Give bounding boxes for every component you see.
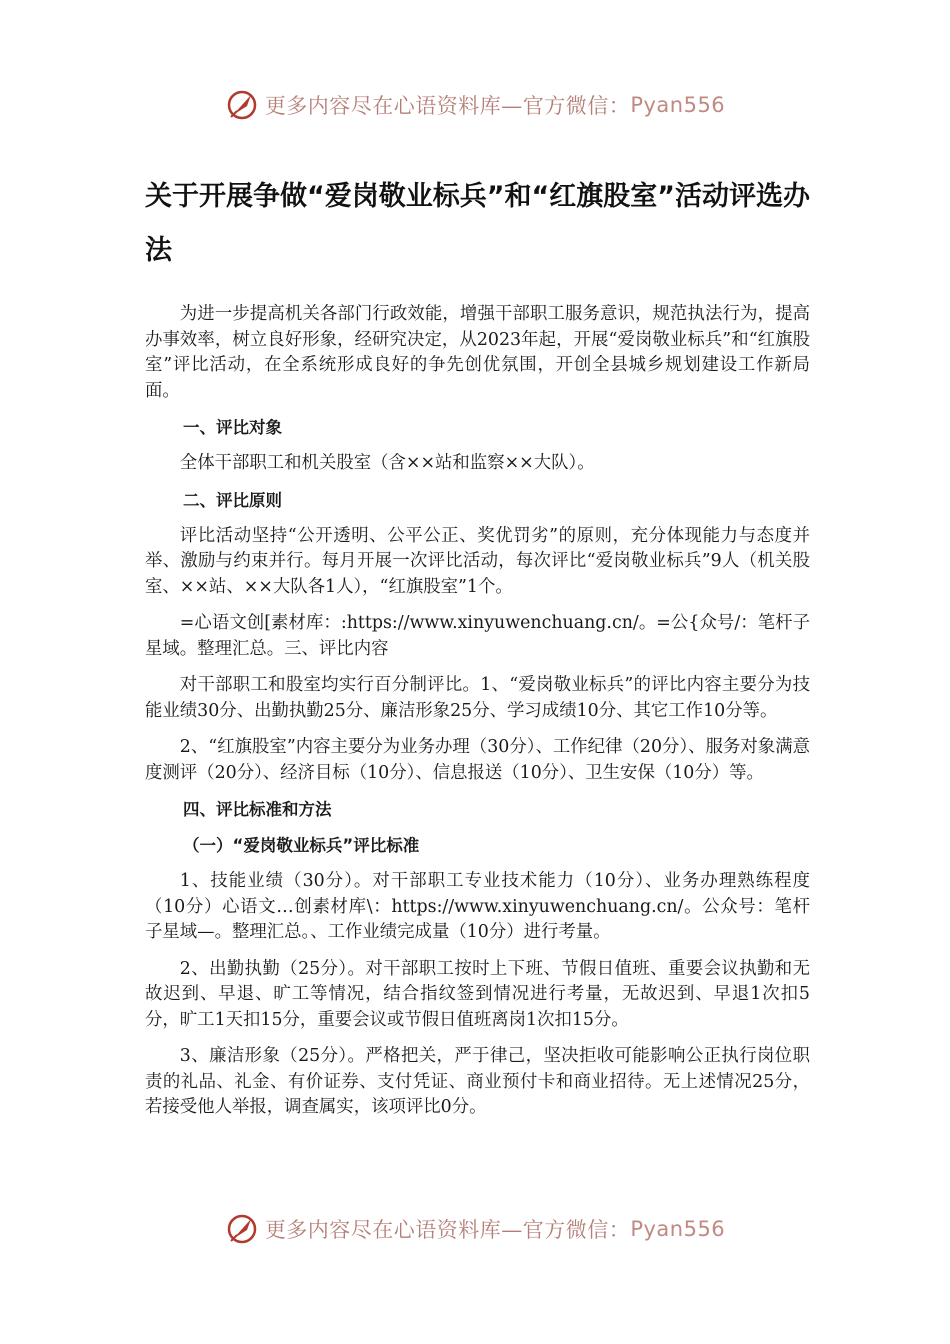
quill-logo-icon [225,88,259,122]
section-paragraph: 评比活动坚持“公开透明、公平公正、奖优罚劣”的原则，充分体现能力与态度并举、激励与约束并行。每月开展一次评比活动，每次评比“爱岗敬业标兵”9人（机关股室、××站、××大队各1人），“红旗股室”1个。 [145,525,810,597]
watermark-text: 更多内容尽在心语资料库—官方微信： [264,94,631,118]
section-paragraph: 对干部职工和股室均实行百分制评比。1、“爱岗敬业标兵”的评比内容主要分为技能业绩30分、出勤执勤25分、廉洁形象25分、学习成绩10分、其它工作10分等。 [145,675,810,721]
section-heading: 四、评比标准和方法 [183,800,332,819]
watermark-footer [0,1212,950,1246]
intro-paragraph: 为进一步提高机关各部门行政效能，增强干部职工服务意识，规范执法行为，提高办事效率，树立良好形象，经研究决定，从2023年起，开展“爱岗敬业标兵”和“红旗股室”评比活动，在全系统形成良好的争先创优氛围，开创全县城乡规划建设工作新局面。 [145,304,810,401]
watermark-id: Pyan556 [630,93,726,117]
section-paragraph: 2、出勤执勤（25分）。对干部职工按时上下班、节假日值班、重要会议执勤和无故迟到、早退、旷工等情况，结合指纹签到情况进行考量，无故迟到、早退1次扣5分，旷工1天扣15分，重要会议或节假日值班离岗1次扣15分。 [145,958,810,1030]
document-body [145,170,810,1121]
section-paragraph: 2、“红旗股室”内容主要分为业务办理（30分）、工作纪律（20分）、服务对象满意度测评（20分）、经济目标（10分）、信息报送（10分）、卫生安保（10分）等。 [145,737,810,783]
section-paragraph: 3、廉洁形象（25分）。严格把关，严于律己，坚决拒收可能影响公正执行岗位职责的礼品、礼金、有价证券、支付凭证、商业预付卡和商业招待。无上述情况25分，若接受他人举报，调查属实，该项评比0分。 [145,1046,810,1117]
watermark-text: 更多内容尽在心语资料库—官方微信： [264,1218,631,1242]
watermark-header [0,88,950,122]
quill-logo-icon [225,1212,259,1246]
section-paragraph: 全体干部职工和机关股室（含××站和监察××大队）。 [179,453,595,473]
section-paragraph: =心语文创[素材库：:https://www.xinyuwenchuang.cn/。=公{众号/：笔杆子星域。整理汇总。三、评比内容 [145,613,810,659]
watermark-id: Pyan556 [630,1217,726,1241]
section-heading: 二、评比原则 [183,490,282,510]
section-paragraph: 1、技能业绩（30分）。对干部职工专业技术能力（10分）、业务办理熟练程度（10分）心语文…创素材库\：https://www.xinyuwenchuang.cn/。公众号：笔杆子星域—。整理汇总。、工作业绩完成量（10分）进行考量。 [145,871,810,942]
document-title: 关于开展争做“爱岗敬业标兵”和“红旗股室”活动评选办法 [145,181,810,266]
section-heading: 一、评比对象 [183,418,282,437]
section-subheading: （一）“爱岗敬业标兵”评比标准 [183,836,420,855]
